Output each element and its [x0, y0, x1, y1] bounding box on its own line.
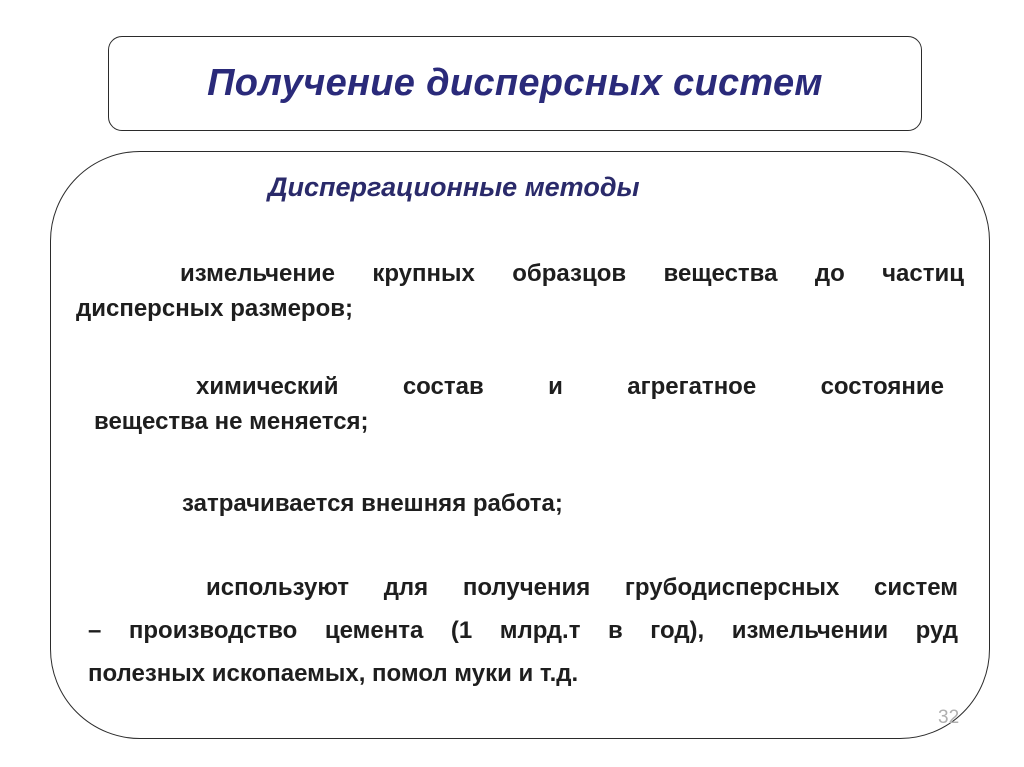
method-item-4-line-1: используют для получения грубодисперсных систем [206, 574, 958, 601]
method-item-4-line-3: полезных ископаемых, помол муки и т.д. [88, 660, 579, 687]
method-item-4 [88, 566, 958, 695]
section-subtitle: Диспергационные методы [268, 172, 640, 202]
slide-title: Получение дисперсных систем [207, 62, 823, 104]
title-box [108, 36, 922, 131]
page-number: 32 [938, 707, 960, 728]
method-item-1-line-2: дисперсных размеров; [76, 295, 353, 322]
method-item-3-line-1: затрачивается внешняя работа; [182, 490, 563, 517]
method-item-2-line-2: вещества не меняется; [94, 408, 369, 435]
method-item-2-line-1: химический состав и агрегатное состояние [196, 373, 944, 400]
method-item-2 [94, 369, 944, 439]
method-item-4-line-2: – производство цемента (1 млрд.т в год), измельчении руд [88, 617, 958, 644]
method-item-3 [182, 486, 682, 521]
method-item-1 [76, 256, 964, 326]
method-item-1-line-1: измельчение крупных образцов вещества до частиц [180, 260, 964, 287]
